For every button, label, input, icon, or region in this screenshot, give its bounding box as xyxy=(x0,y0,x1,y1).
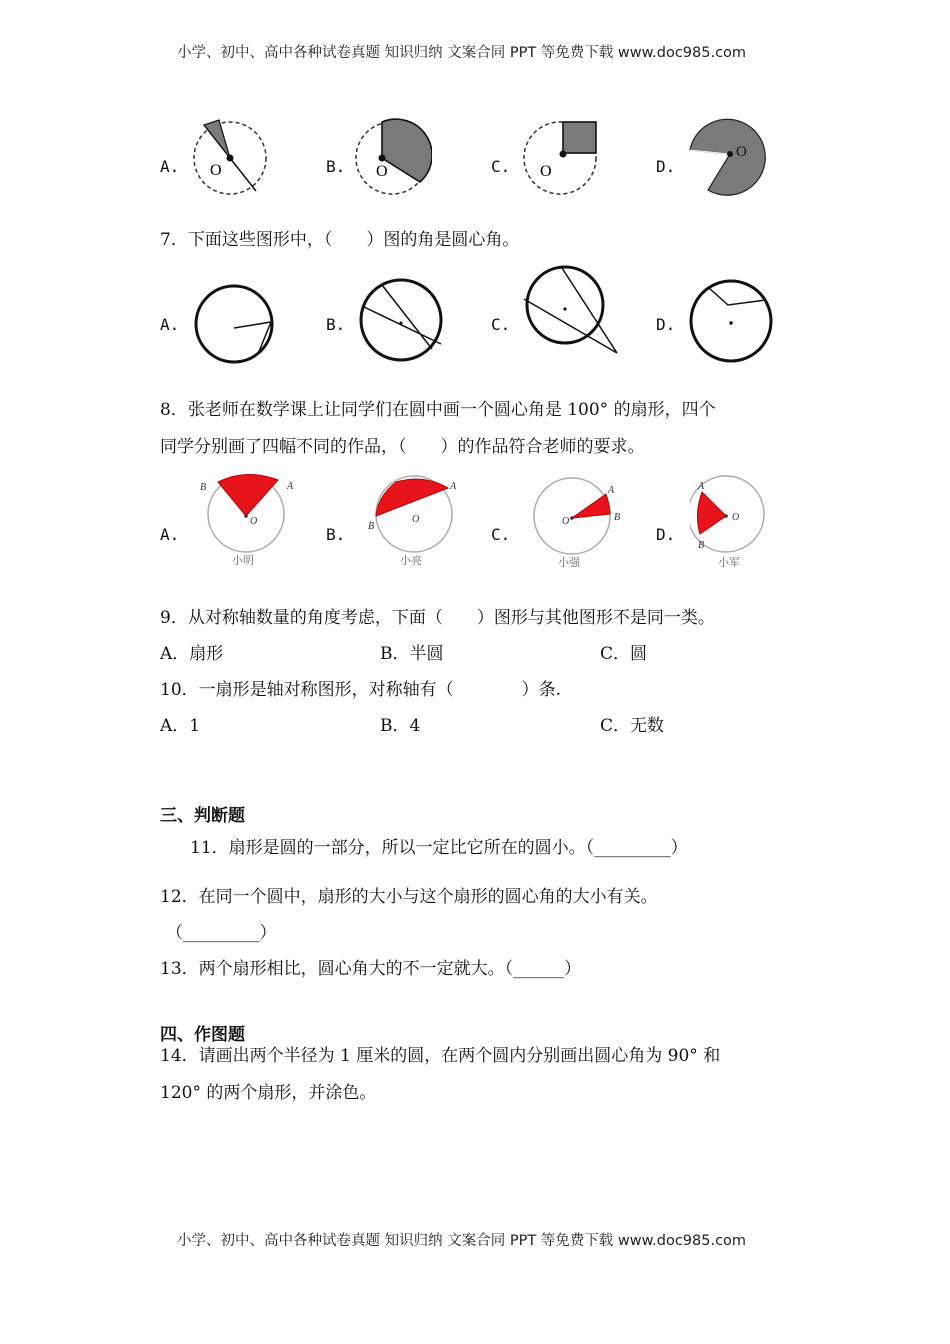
q8-d-point-o: O xyxy=(732,512,740,523)
q8-figure-b xyxy=(364,470,464,570)
q8-b-point-b: B xyxy=(368,521,375,532)
q8-d-point-b: B xyxy=(698,540,705,551)
q14-stem-line1: 14．请画出两个半径为 1 厘米的圆，在两个圆内分别画出圆心角为 90° 和 xyxy=(160,1046,721,1066)
q7-option-b-label: B. xyxy=(326,315,346,334)
q8-a-caption: 小明 xyxy=(232,555,254,567)
q6-c-center-label: O xyxy=(540,163,552,180)
q14-stem-line2: 120° 的两个扇形，并涂色。 xyxy=(160,1083,377,1103)
q7-figure-a xyxy=(192,284,278,364)
q6-figure-c xyxy=(518,118,602,198)
q8-c-sector xyxy=(572,494,610,518)
q8-c-point-o: O xyxy=(562,516,570,527)
section-3-title: 三、判断题 xyxy=(160,806,245,826)
q7-figure-b xyxy=(356,278,446,364)
q6-figure-a xyxy=(190,118,270,198)
q8-a-point-a: A xyxy=(287,481,294,492)
q8-d-caption: 小军 xyxy=(718,557,740,569)
q7-option-c-label: C. xyxy=(491,315,511,334)
q6-figure-d xyxy=(684,118,768,198)
page-footer: 小学、初中、高中各种试卷真题 知识归纳 文案合同 PPT 等免费下载 www.doc985.com xyxy=(177,1233,747,1249)
q6-d-sector xyxy=(690,119,765,195)
q9-option-c: C．圆 xyxy=(600,644,648,664)
q12-answer-blank: （_________） xyxy=(166,923,277,943)
q6-b-sector xyxy=(382,119,432,182)
q6-figure-b xyxy=(352,118,432,198)
q8-option-d-label: D. xyxy=(656,525,676,544)
q8-a-point-b: B xyxy=(200,482,207,493)
q9-option-a: A．扇形 xyxy=(160,644,224,664)
q10-option-a: A．1 xyxy=(160,716,201,736)
q8-figure-a xyxy=(196,470,306,570)
q9-option-b: B．半圆 xyxy=(380,644,444,664)
q6-c-sector xyxy=(563,122,596,153)
q8-a-sector xyxy=(218,474,278,516)
q10-option-b: B．4 xyxy=(380,716,421,736)
q7-figure-c xyxy=(520,265,624,357)
q8-figure-d xyxy=(690,470,780,570)
q7-figure-d xyxy=(686,278,778,364)
q8-b-point-a: A xyxy=(450,481,457,492)
q8-option-a-label: A. xyxy=(160,525,180,544)
q8-option-b-label: B. xyxy=(326,525,346,544)
q8-figure-c xyxy=(528,474,628,574)
q6-d-center-label: O xyxy=(736,144,747,160)
q10-option-c: C．无数 xyxy=(600,716,665,736)
q7-stem: 7．下面这些图形中，（ ）图的角是圆心角。 xyxy=(160,230,520,250)
q8-d-point-a: A xyxy=(698,481,705,492)
q6-option-a-label: A. xyxy=(160,157,180,176)
q8-option-c-label: C. xyxy=(491,525,511,544)
q8-b-sector xyxy=(376,479,448,516)
q6-option-b-label: B. xyxy=(326,157,346,176)
q7-option-a-label: A. xyxy=(160,315,180,334)
q9-stem: 9．从对称轴数量的角度考虑，下面（ ）图形与其他图形不是同一类。 xyxy=(160,608,715,628)
q7-option-d-label: D. xyxy=(656,315,676,334)
q6-a-center-label: O xyxy=(210,162,222,179)
q8-c-point-b: B xyxy=(614,512,621,523)
q8-b-caption: 小亮 xyxy=(400,555,422,567)
q8-c-point-a: A xyxy=(608,485,615,496)
q8-stem-line1: 8．张老师在数学课上让同学们在圆中画一个圆心角是 100° 的扇形，四个 xyxy=(160,400,716,420)
section-4-title: 四、作图题 xyxy=(160,1025,245,1045)
q6-b-center-label: O xyxy=(376,163,388,180)
q12-stem-line1: 12．在同一个圆中，扇形的大小与这个扇形的圆心角的大小有关。 xyxy=(160,887,658,907)
q6-option-c-label: C. xyxy=(491,157,511,176)
q8-d-sector xyxy=(697,492,726,534)
q10-stem: 10．一扇形是轴对称图形，对称轴有（ ）条. xyxy=(160,680,562,700)
q8-c-caption: 小强 xyxy=(558,557,580,569)
q11-stem: 11．扇形是圆的一部分，所以一定比它所在的圆小。（_________） xyxy=(190,838,688,858)
q8-b-point-o: O xyxy=(412,514,420,525)
q6-option-d-label: D. xyxy=(656,157,676,176)
page-header: 小学、初中、高中各种试卷真题 知识归纳 文案合同 PPT 等免费下载 www.doc985.com xyxy=(177,45,747,61)
q13-stem: 13．两个扇形相比，圆心角大的不一定就大。（______） xyxy=(160,959,582,979)
q8-a-point-o: O xyxy=(250,516,258,527)
q8-stem-line2: 同学分别画了四幅不同的作品，（ ）的作品符合老师的要求。 xyxy=(160,437,645,457)
